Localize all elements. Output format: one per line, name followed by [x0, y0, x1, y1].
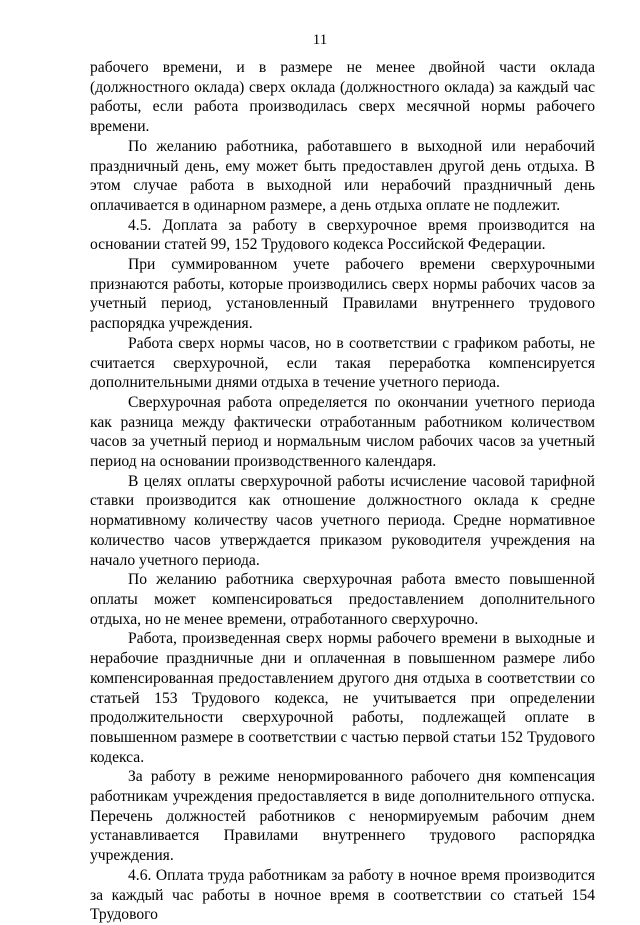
paragraph-day-off-compensation: По желанию работника, работавшего в выходной или нерабочий праздничный день, ему может быть предоставлен другой день отдыха. В этом случае работа в выходной или нерабочий праздничный день оплачивается в одинарном размере, а день отдыха оплате не подлежит.	[90, 137, 595, 214]
paragraph-4-5-overtime-pay: 4.5. Доплата за работу в сверхурочное время производится на основании статей 99, 152 Трудового кодекса Российской Федерации.	[90, 216, 595, 254]
paragraph-schedule-work: Работа сверх нормы часов, но в соответствии с графиком работы, не считается сверхурочной, если такая переработка компенсируется дополнительными днями отдыха в течение учетного периода.	[90, 334, 595, 392]
page-number: 11	[312, 32, 328, 48]
paragraph-summarized-accounting: При суммированном учете рабочего времени сверхурочными признаются работы, которые производились сверх нормы рабочих часов за учетный период, установленный Правилами внутреннего трудового распорядка учреждения.	[90, 256, 595, 333]
paragraph-continuation: рабочего времени, и в размере не менее двойной части оклада (должностного оклада) сверх оклада (должностного оклада) за каждый час работы, если работа производилась сверх месячной нормы рабочего времени.	[90, 59, 595, 136]
paragraph-holiday-work: Работа, произведенная сверх нормы рабочего времени в выходные и нерабочие праздничные дни и оплаченная в повышенном размере либо компенсированная предоставлением другого дня отдыха в соответствии со статьей 153 Трудового кодекса, не учитывается при определении продолжительности сверхурочной работы, подлежащей оплате в повышенном размере в соответствии с частью первой статьи 152 Трудового кодекса.	[90, 630, 595, 766]
paragraph-overtime-definition: Сверхурочная работа определяется по окончании учетного периода как разница между фактически отработанным работником количеством часов за учетный период и нормальным числом рабочих часов за учетный период на основании производственного календаря.	[90, 393, 595, 471]
paragraph-irregular-day: За работу в режиме ненормированного рабочего дня компенсация работникам учреждения предоставляется в виде дополнительного отпуска. Перечень должностей работников с ненормируемым рабочим днем устанавливается Правилами внутреннего трудового распорядка учреждения.	[90, 768, 595, 865]
paragraph-hourly-rate: В целях оплаты сверхурочной работы исчисление часовой тарифной ставки производится как отношение должностного оклада к средне нормативному количеству часов учетного периода. Средне нормативное количество часов утверждается приказом руководителя учреждения на начало учетного периода.	[90, 472, 595, 569]
paragraph-extra-rest: По желанию работника сверхурочная работа вместо повышенной оплаты может компенсироваться предоставлением дополнительного отдыха, но не менее времени, отработанного сверхурочно.	[90, 571, 595, 628]
body-text	[90, 58, 595, 925]
paragraph-4-6-night-work: 4.6. Оплата труда работникам за работу в ночное время производится за каждый час работы в ночное время в соответствии со статьей 154 Трудового	[90, 866, 595, 924]
